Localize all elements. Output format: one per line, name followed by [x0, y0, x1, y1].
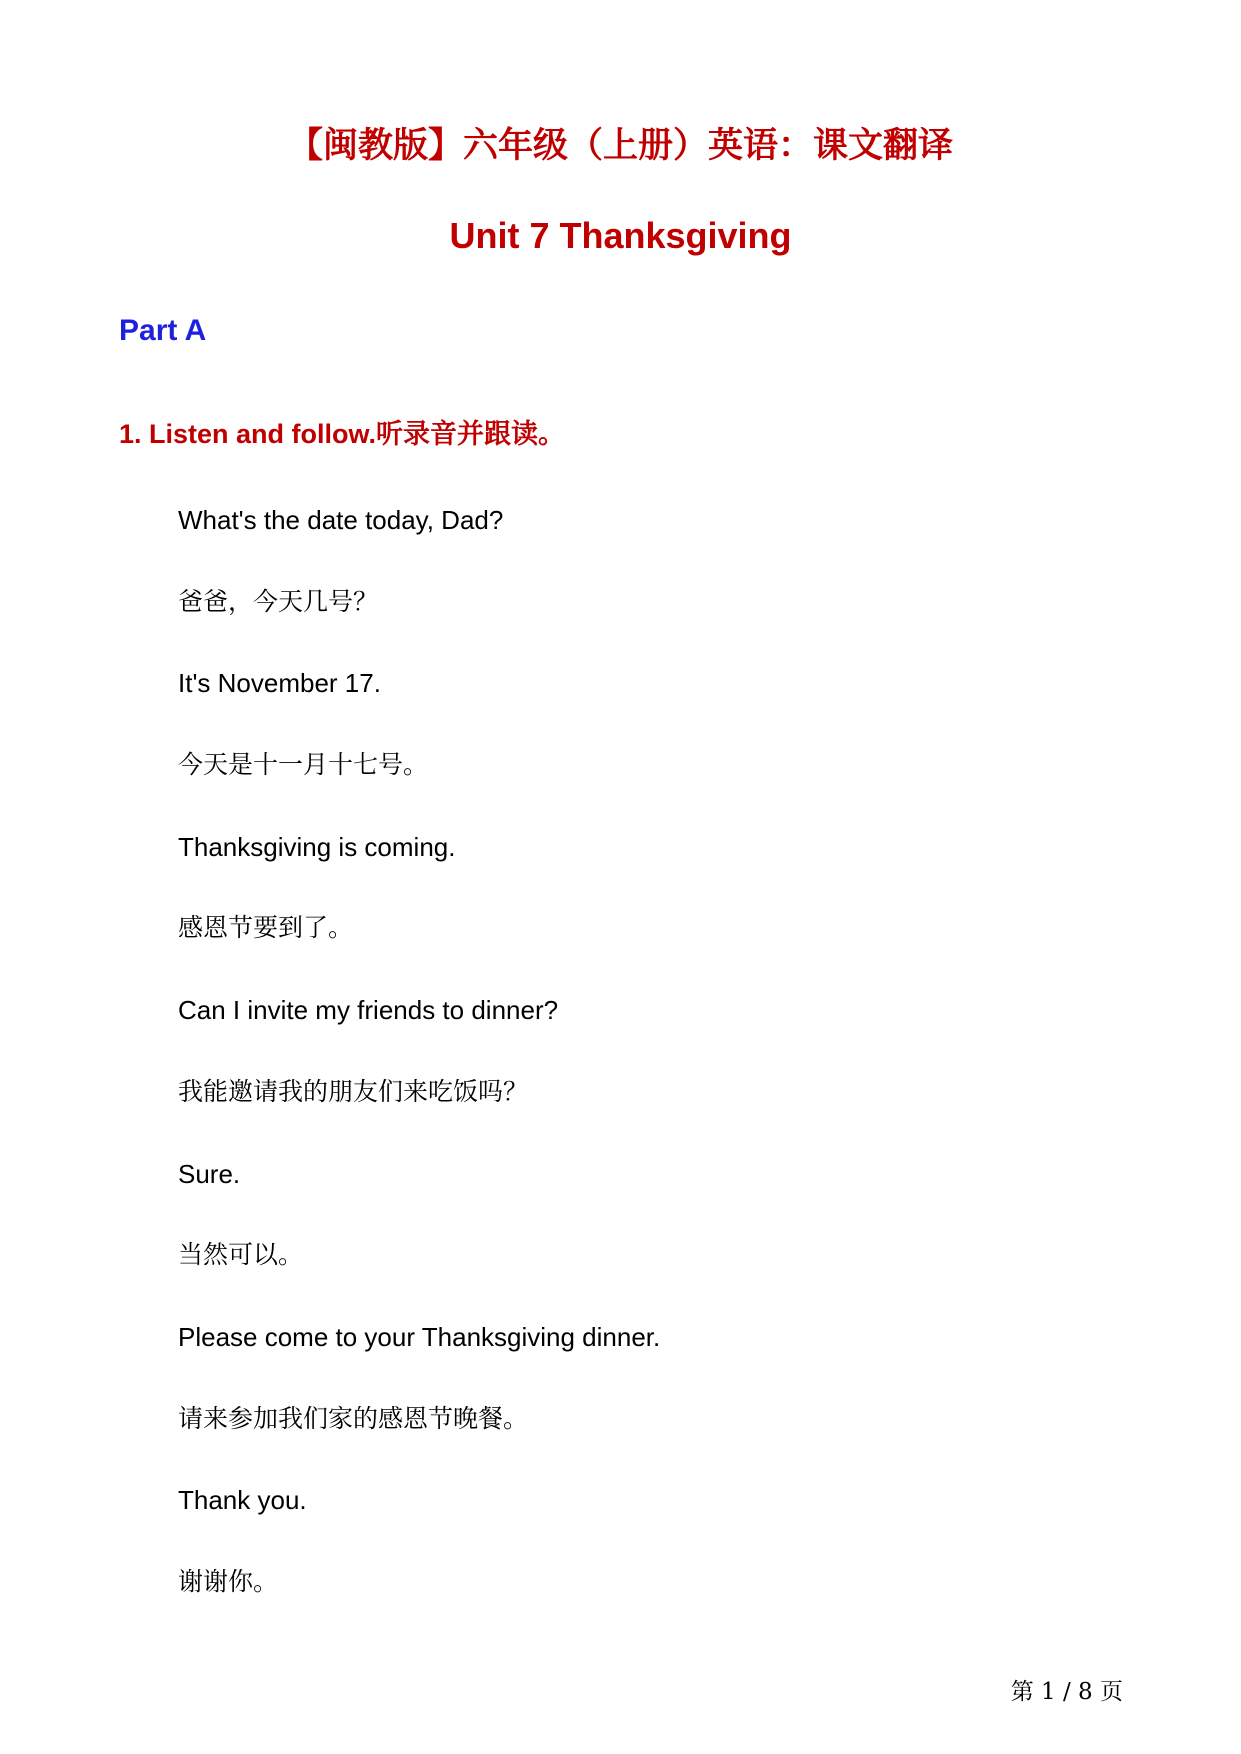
dialogue-line-english: What's the date today, Dad?: [178, 505, 504, 535]
dialogue-lines: [178, 502, 660, 1646]
dialogue-line-english: Can I invite my friends to dinner?: [178, 995, 559, 1026]
dialogue-line-english: Thanksgiving is coming.: [178, 831, 456, 862]
section-heading: 1. Listen and follow.听录音并跟读。: [119, 419, 566, 449]
dialogue-line-chinese: 我能邀请我的朋友们来吃饭吗？: [178, 1076, 529, 1106]
document-title-english: Unit 7 Thanksgiving: [449, 215, 792, 256]
dialogue-line-english: It's November 17.: [178, 668, 381, 699]
document-title-chinese: 【闽教版】六年级（上册）英语：课文翻译: [287, 126, 953, 166]
dialogue-line-chinese: 爸爸，今天几号？: [178, 586, 379, 616]
dialogue-line-chinese: 请来参加我们家的感恩节晚餐。: [178, 1403, 529, 1433]
dialogue-line-chinese: 谢谢你。: [178, 1566, 279, 1596]
dialogue-line-chinese: 感恩节要到了。: [178, 913, 354, 943]
part-heading: Part A: [119, 314, 207, 347]
dialogue-line-chinese: 今天是十一月十七号。: [178, 750, 429, 780]
page-number-footer: 第 1 / 8 页: [1010, 1679, 1123, 1705]
dialogue-line-english: Please come to your Thanksgiving dinner.: [178, 1321, 661, 1352]
dialogue-line-english: Thank you.: [178, 1485, 307, 1516]
dialogue-line-chinese: 当然可以。: [178, 1240, 304, 1270]
dialogue-line-english: Sure.: [178, 1158, 241, 1189]
